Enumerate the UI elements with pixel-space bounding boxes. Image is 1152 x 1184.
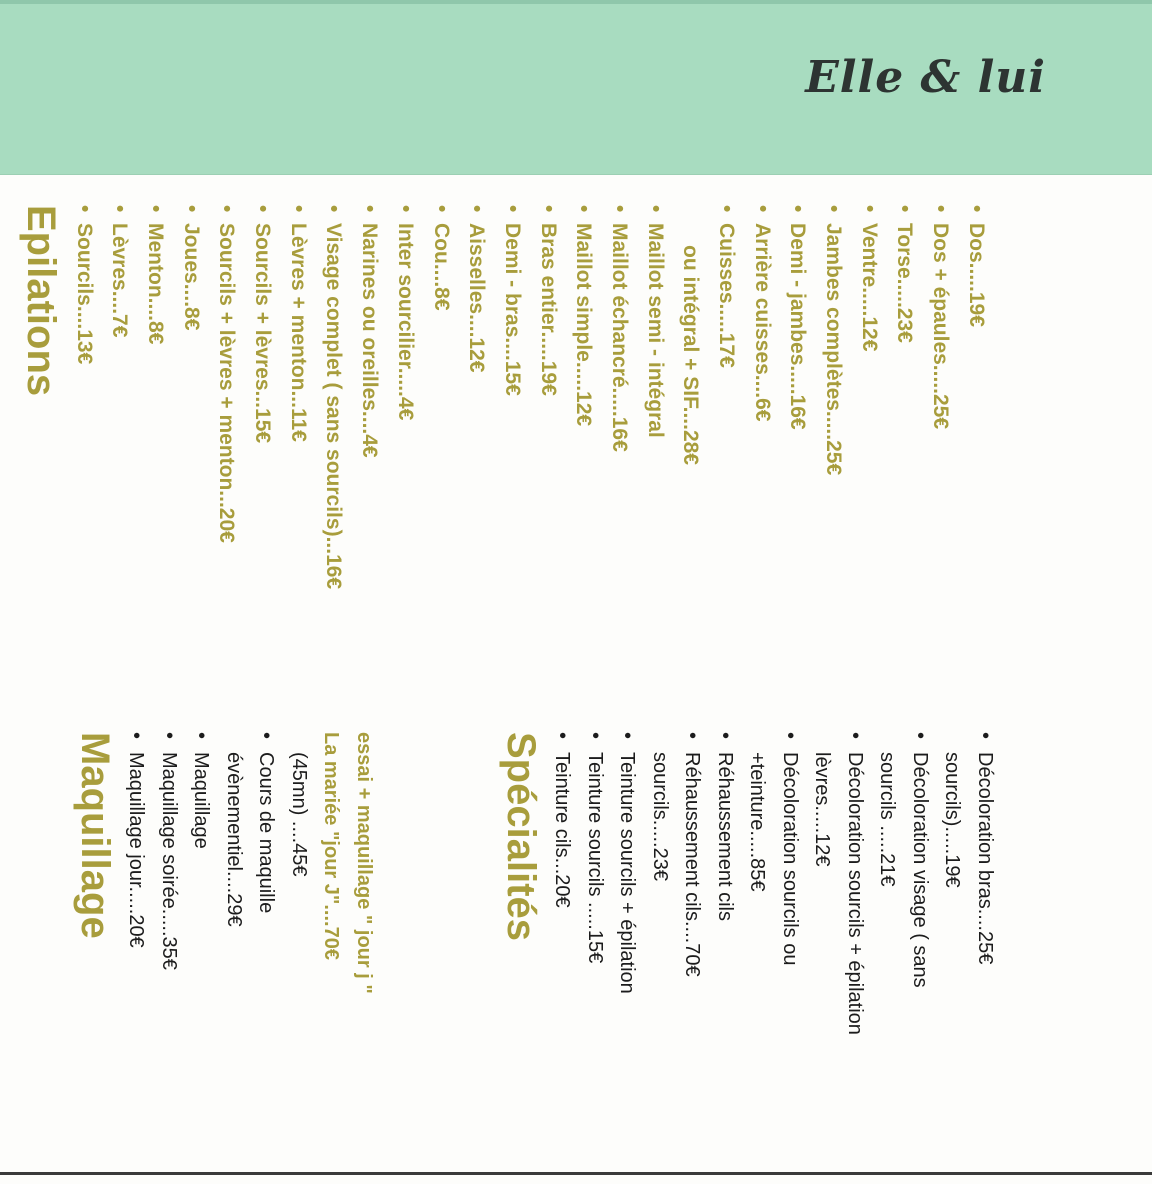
epilations-item-text: ou intégral + SIF....28€ [679,245,703,465]
epilations-item [387,205,423,705]
specialites-item-text: Décoloration sourcils ou [779,752,801,966]
maquillage-item-text: Cours de maquille [255,752,278,914]
epilations-item [244,205,280,705]
epilations-item-text: Lèvres + menton...11€ [286,223,310,442]
specialites-item [546,732,579,1152]
specialites-item-text: sourcils).....19€ [941,752,964,888]
specialites-item-text: Décoloration bras....25€ [974,752,996,965]
bullet-icon: • [358,205,382,213]
epilations-item [102,205,138,705]
specialites-item [611,732,644,1152]
epilations-item [280,205,316,705]
bullet-icon: • [179,205,203,213]
maquillage-item-text: (45mn) ....45€ [288,752,310,877]
bullet-icon: • [608,205,631,213]
maquillage-item [283,732,316,1152]
header-band [0,0,1152,175]
epilations-item-text: Joues....8€ [179,223,203,331]
specialites-item [644,732,677,1152]
epilations-item [673,205,709,705]
epilations-item-text: Bras entier.....19€ [536,223,560,396]
epilations-item-text: Cuisses.....17€ [715,223,739,368]
brand-logo: Elle & lui [805,52,1046,103]
bullet-icon: • [108,205,132,213]
epilations-item [352,205,388,705]
bullet-icon: • [857,205,881,213]
bottom-rule [0,1172,1152,1175]
bullet-icon: • [643,205,667,213]
maquillage-item [120,732,153,1152]
epilations-item-text: Lèvres....7€ [108,223,132,338]
epilations-item [923,205,959,705]
bullet-icon: • [584,732,606,740]
maquillage-item-text: Maquillage soirée.....35€ [158,752,180,970]
epilations-item-text: Torse.....23€ [893,223,917,343]
epilations-item [530,205,566,705]
specialites-item-text: lèvres.....12€ [811,752,834,867]
epilations-item [744,205,780,705]
epilations-item-text: Demi - bras....15€ [500,223,524,396]
bullet-icon: • [779,732,801,740]
epilations-list [66,205,994,705]
bullet-icon: • [465,205,489,213]
specialites-item [774,732,807,1152]
epilations-item-text: Aisselles....12€ [465,223,489,373]
epilations-item [637,205,673,705]
bullet-icon: • [681,732,704,740]
bullet-icon: • [572,205,596,213]
maquillage-item [348,732,381,1152]
bullet-icon: • [929,205,953,213]
epilations-item-text: Jambes complètes.....25€ [822,223,846,476]
epilations-item-text: Maillot semi - intégral [643,223,667,438]
specialites-item [936,732,969,1152]
maquillage-item-text: Maquillage jour.....20€ [125,752,148,948]
specialites-item-text: Réhaussement cils....70€ [681,752,704,977]
epilations-item-text: Sourcils....13€ [72,223,96,365]
specialites-section [496,732,1096,1152]
epilations-item-text: Visage complet ( sans sourcils)...16€ [322,223,346,590]
bullet-icon: • [190,732,213,740]
specialites-item [741,732,774,1152]
bullet-icon: • [844,732,866,740]
bullet-icon: • [964,205,988,213]
bullet-icon: • [393,205,417,213]
bullet-icon: • [714,732,736,740]
bullet-icon: • [893,205,917,213]
epilations-item-text: Inter sourcilier.....4€ [393,223,417,421]
specialites-item-text: Teinture sourcils .....15€ [584,752,606,964]
epilations-title: Epilations [19,205,63,397]
maquillage-list [120,732,380,1152]
bullet-icon: • [286,205,310,213]
specialites-item [871,732,904,1152]
specialites-item [806,732,839,1152]
maquillage-item [185,732,218,1152]
specialites-item [904,732,937,1152]
bullet-icon: • [125,732,148,740]
maquillage-title: Maquillage [73,732,117,939]
specialites-item [969,732,1002,1152]
bullet-icon: • [909,732,931,740]
specialites-item-text: Teinture cils...20€ [551,752,574,908]
maquillage-item-text: Maquillage [190,752,213,849]
bullet-icon: • [429,205,453,213]
epilations-item [815,205,851,705]
epilations-item [601,205,637,705]
maquillage-item [218,732,251,1152]
epilations-item [173,205,209,705]
header-top-line [0,0,1152,4]
epilations-item [423,205,459,705]
bullet-icon: • [322,205,346,213]
bullet-icon: • [786,205,810,213]
specialites-item [839,732,872,1152]
bullet-icon: • [255,732,278,740]
bullet-icon: • [822,205,846,213]
specialites-item-text: Teinture sourcils + épilation [616,752,639,994]
epilations-item [66,205,102,705]
epilations-item-text: Cou....8€ [429,223,453,311]
maquillage-section [70,732,440,1152]
epilations-item [316,205,352,705]
epilations-item [459,205,495,705]
epilations-item-text: Maillot simple.....12€ [572,223,596,427]
epilations-item-text: Dos.....19€ [964,223,988,327]
epilations-item-text: Demi - jambes.....16€ [786,223,810,430]
specialites-item-text: Réhaussement cils [714,752,736,921]
epilations-item [780,205,816,705]
epilations-item [851,205,887,705]
specialites-title: Spécialités [499,732,543,942]
bullet-icon: • [974,732,996,740]
bullet-icon: • [215,205,239,213]
maquillage-item-text: La mariée "jour J"....70€ [320,732,343,960]
epilations-item-text: Menton....8€ [144,223,168,345]
specialites-item-text: +teinture.....85€ [746,752,769,892]
specialites-item [709,732,742,1152]
epilations-item-text: Ventre.....12€ [857,223,881,352]
maquillage-item [250,732,283,1152]
bullet-icon: • [750,205,774,213]
bullet-icon: • [500,205,524,213]
epilations-item [566,205,602,705]
epilations-item-text: Arrière cuisses....6€ [750,223,774,422]
epilations-item [708,205,744,705]
bullet-icon: • [251,205,275,213]
maquillage-item [153,732,186,1152]
bullet-icon: • [158,732,180,740]
bullet-icon: • [72,205,96,213]
specialites-item [676,732,709,1152]
epilations-item-text: Maillot échancré.....16€ [608,223,631,452]
specialites-item-text: Décoloration visage ( sans [909,752,931,988]
specialites-item-text: Décoloration sourcils + épilation [844,752,866,1035]
bullet-icon: • [715,205,739,213]
epilations-item-text: Sourcils + lèvres + menton...20€ [215,223,239,543]
maquillage-item-text: essai + maquillage " jour j " [353,732,375,994]
maquillage-item-text: évènementiel....29€ [223,752,245,927]
epilations-item [494,205,530,705]
bullet-icon: • [536,205,560,213]
epilations-item [958,205,994,705]
epilations-item [887,205,923,705]
specialites-item-text: sourcils .....21€ [876,752,899,887]
bullet-icon: • [144,205,168,213]
epilations-item-text: Sourcils + lèvres...15€ [251,223,275,444]
epilations-item-text: Dos + épaules.....25€ [929,223,953,430]
epilations-section [16,205,1096,705]
specialites-item [579,732,612,1152]
bullet-icon: • [616,732,639,740]
epilations-item [137,205,173,705]
specialites-list [546,732,1001,1152]
bullet-icon: • [551,732,574,740]
epilations-item [209,205,245,705]
epilations-item-text: Narines ou oreilles....4€ [358,223,382,458]
maquillage-item [315,732,348,1152]
specialites-item-text: sourcils.....23€ [649,752,671,881]
